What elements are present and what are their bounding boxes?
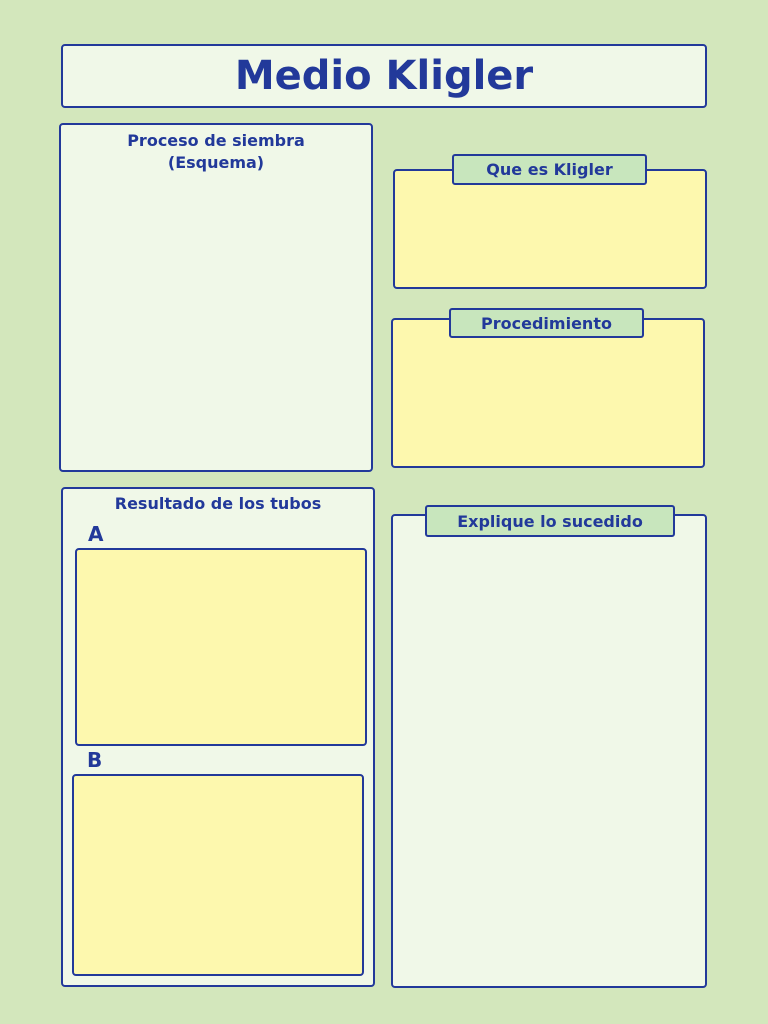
tube-a-box[interactable]	[75, 548, 367, 746]
page-title: Medio Kligler	[234, 53, 534, 99]
proceso-siembra-title: Proceso de siembra	[127, 131, 305, 150]
explique-tag: Explique lo sucedido	[425, 505, 675, 537]
tube-b-box[interactable]	[72, 774, 364, 976]
proceso-siembra-panel[interactable]	[59, 123, 373, 472]
procedimiento-tag: Procedimiento	[449, 308, 644, 338]
tube-a-label: A	[88, 522, 104, 546]
procedimiento-box[interactable]	[391, 318, 705, 468]
proceso-siembra-subtitle: (Esquema)	[167, 153, 265, 172]
proceso-siembra-heading	[61, 130, 371, 174]
que-es-kligler-tag: Que es Kligler	[452, 154, 647, 185]
tube-b-label: B	[87, 748, 103, 772]
explique-box[interactable]	[391, 514, 707, 988]
que-es-kligler-box[interactable]	[393, 169, 707, 289]
title-banner	[61, 44, 707, 108]
resultado-tubos-heading: Resultado de los tubos	[114, 494, 322, 513]
